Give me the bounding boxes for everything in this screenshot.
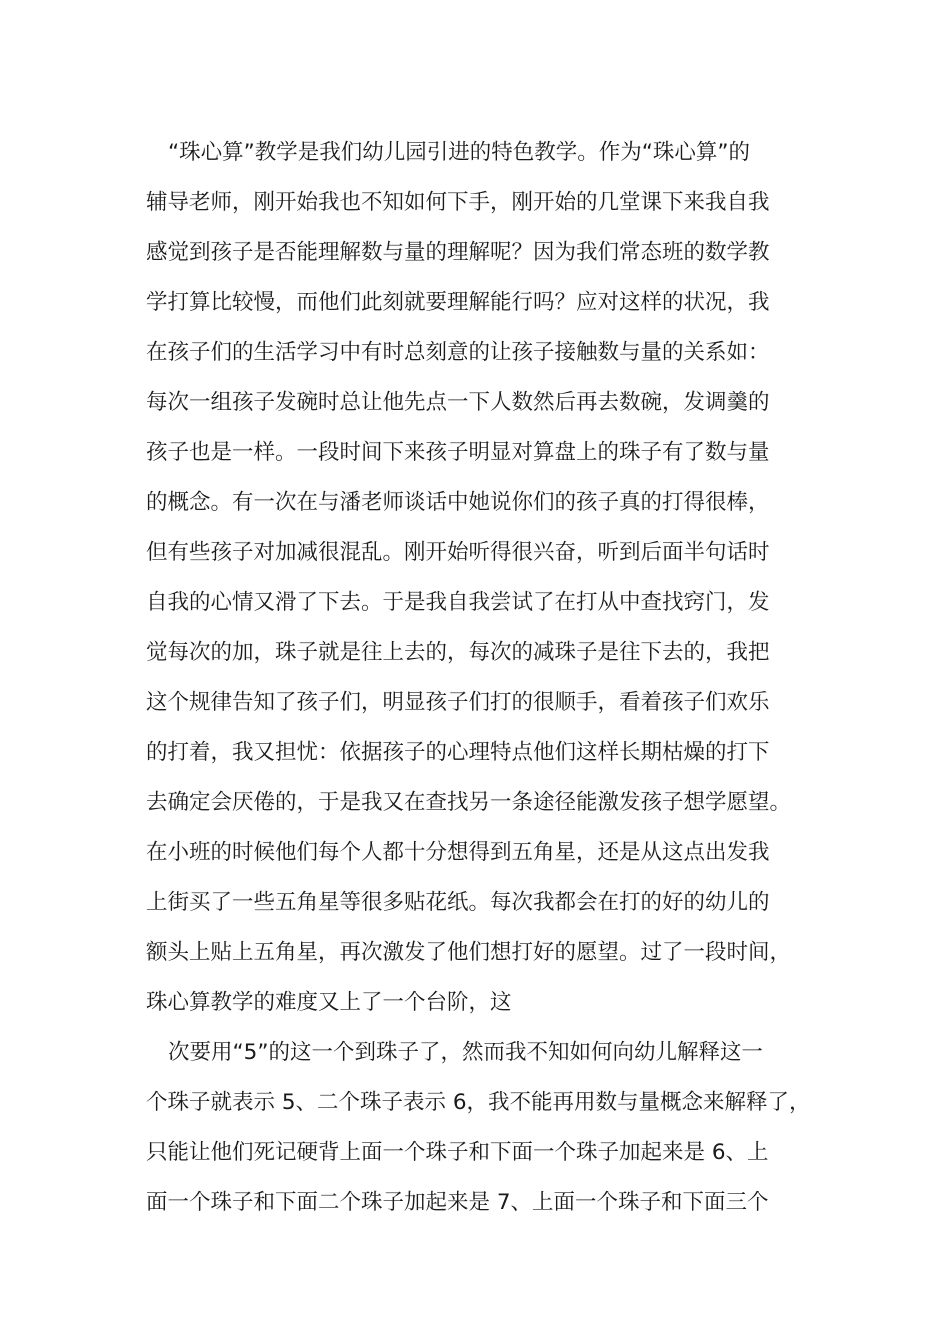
document-body bbox=[146, 128, 826, 1228]
text-line: 上街买了一些五角星等很多贴花纸。每次我都会在打的好的幼儿的 bbox=[146, 890, 770, 915]
text-line: 孩子也是一样。一段时间下来孩子明显对算盘上的珠子有了数与量 bbox=[146, 440, 770, 465]
text-line: 每次一组孩子发碗时总让他先点一下人数然后再去数碗，发调羹的 bbox=[146, 390, 770, 415]
paragraph-2 bbox=[146, 1028, 826, 1228]
text-line: 这个规律告知了孩子们，明显孩子们打的很顺手，看着孩子们欢乐 bbox=[146, 690, 770, 715]
text-line: 只能让他们死记硬背上面一个珠子和下面一个珠子加起来是 6、上 bbox=[146, 1140, 769, 1165]
text-line: 在小班的时候他们每个人都十分想得到五角星，还是从这点出发我 bbox=[146, 840, 770, 865]
text-line: 但有些孩子对加减很混乱。刚开始听得很兴奋，听到后面半句话时 bbox=[146, 540, 770, 565]
text-line: “珠心算”教学是我们幼儿园引进的特色教学。作为“珠心算”的 bbox=[168, 140, 751, 165]
text-line: 在孩子们的生活学习中有时总刻意的让孩子接触数与量的关系如： bbox=[146, 340, 770, 365]
text-line: 额头上贴上五角星，再次激发了他们想打好的愿望。过了一段时间， bbox=[146, 940, 792, 965]
text-line: 面一个珠子和下面二个珠子加起来是 7、上面一个珠子和下面三个 bbox=[146, 1190, 769, 1215]
text-line: 去确定会厌倦的，于是我又在查找另一条途径能激发孩子想学愿望。 bbox=[146, 790, 792, 815]
text-line: 感觉到孩子是否能理解数与量的理解呢？因为我们常态班的数学教 bbox=[146, 240, 770, 265]
text-line: 自我的心情又滑了下去。于是我自我尝试了在打从中查找窍门，发 bbox=[146, 590, 770, 615]
text-line: 学打算比较慢，而他们此刻就要理解能行吗？应对这样的状况，我 bbox=[146, 290, 770, 315]
text-line: 的打着，我又担忧：依据孩子的心理特点他们这样长期枯燥的打下 bbox=[146, 740, 770, 765]
text-line: 的概念。有一次在与潘老师谈话中她说你们的孩子真的打得很棒， bbox=[146, 490, 770, 515]
text-line: 珠心算教学的难度又上了一个台阶，这 bbox=[146, 990, 512, 1015]
paragraph-1 bbox=[146, 128, 826, 1028]
text-line: 辅导老师，刚开始我也不知如何下手，刚开始的几堂课下来我自我 bbox=[146, 190, 770, 215]
text-line: 觉每次的加，珠子就是往上去的，每次的减珠子是往下去的，我把 bbox=[146, 640, 770, 665]
text-line: 个珠子就表示 5、二个珠子表示 6，我不能再用数与量概念来解释了， bbox=[146, 1090, 811, 1115]
text-line: 次要用“5”的这一个到珠子了，然而我不知如何向幼儿解释这一 bbox=[168, 1040, 763, 1065]
